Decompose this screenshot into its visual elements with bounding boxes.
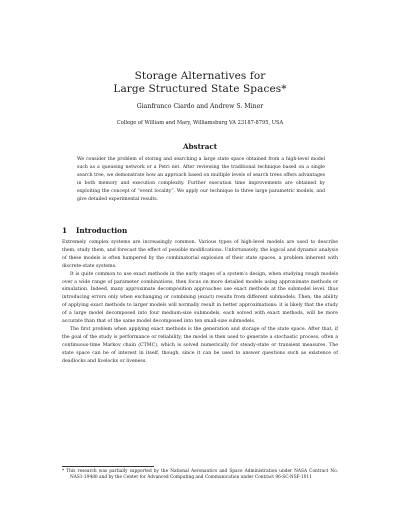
paper-title [0,70,400,96]
section-title: Introduction [76,226,128,235]
paragraph: It is quite common to use exact methods in the early stages of a system’s design, when studying rough models over a wide range of parameter combinations, then focus on more detailed models using approximate methods or simulation. Indeed, many approximate decomposition approaches use exact methods at the submodel level, thus introducing errors only when exchanging or combining (exact) results from different submodels. Then, the ability of applying exact methods to larger models will normally result in better approximations: it is likely that the study of a large model decomposed into four medium-size submodels, each solved with exact methods, will be more accurate than that of the same model decomposed into ten small-size submodels. [62,271,338,325]
paragraph: Extremely complex systems are increasingly common. Various types of high-level models are used to describe them, study them, and forecast the effect of possible modifications. Unfortunately, the logical and dynamic analysis of these models is often hampered by the combinatorial explosion of their state spaces, a problem inherent with discrete-state systems. [62,240,338,269]
abstract-heading: Abstract [182,142,218,151]
paragraph: The first problem when applying exact methods is the generation and storage of the state space. After that, if the goal of the study is performance or reliability, the model is then used to generate a stochastic process, often a continuous-time Markov chain (CTMC), which is solved numerically for steady-state or transient measures. The state space can be of interest in itself, though, since it can be used to answer questions such as existence of deadlocks and livelocks or liveness. [62,326,338,364]
section-number: 1 [62,226,68,235]
footnote [62,469,338,482]
footnote-text: * This research was partially supported by the National Aeronautics and Space Administration under NASA Contract No. NAS1-19480 and by the Center for Advanced Computing and Communication under Contract 96-SC-NSF-1011 [62,469,338,481]
section-heading [62,226,127,235]
paper-authors: Gianfranco Ciardo and Andrew S. Miner [136,103,264,110]
abstract-body: We consider the problem of storing and searching a large state space obtained from a high-level model such as a queueing network or a Petri net. After reviewing the traditional technique based on a single search tree, we demonstrate how an approach based on multiple levels of search trees offers advantages in both memory and execution complexity. Further execution time improvements are obtained by exploiting the concept of “event locality”. We apply our technique to three large parametric models, and give detailed experimental results. [77,157,325,203]
paper-affiliation: College of William and Mary, Williamsburg VA 23187-8795, USA [116,120,284,126]
title-line-1: Storage Alternatives for [134,70,266,82]
title-line-2: Large Structured State Spaces* [113,83,287,95]
section-body [62,239,338,366]
footnote-rule [62,466,154,467]
